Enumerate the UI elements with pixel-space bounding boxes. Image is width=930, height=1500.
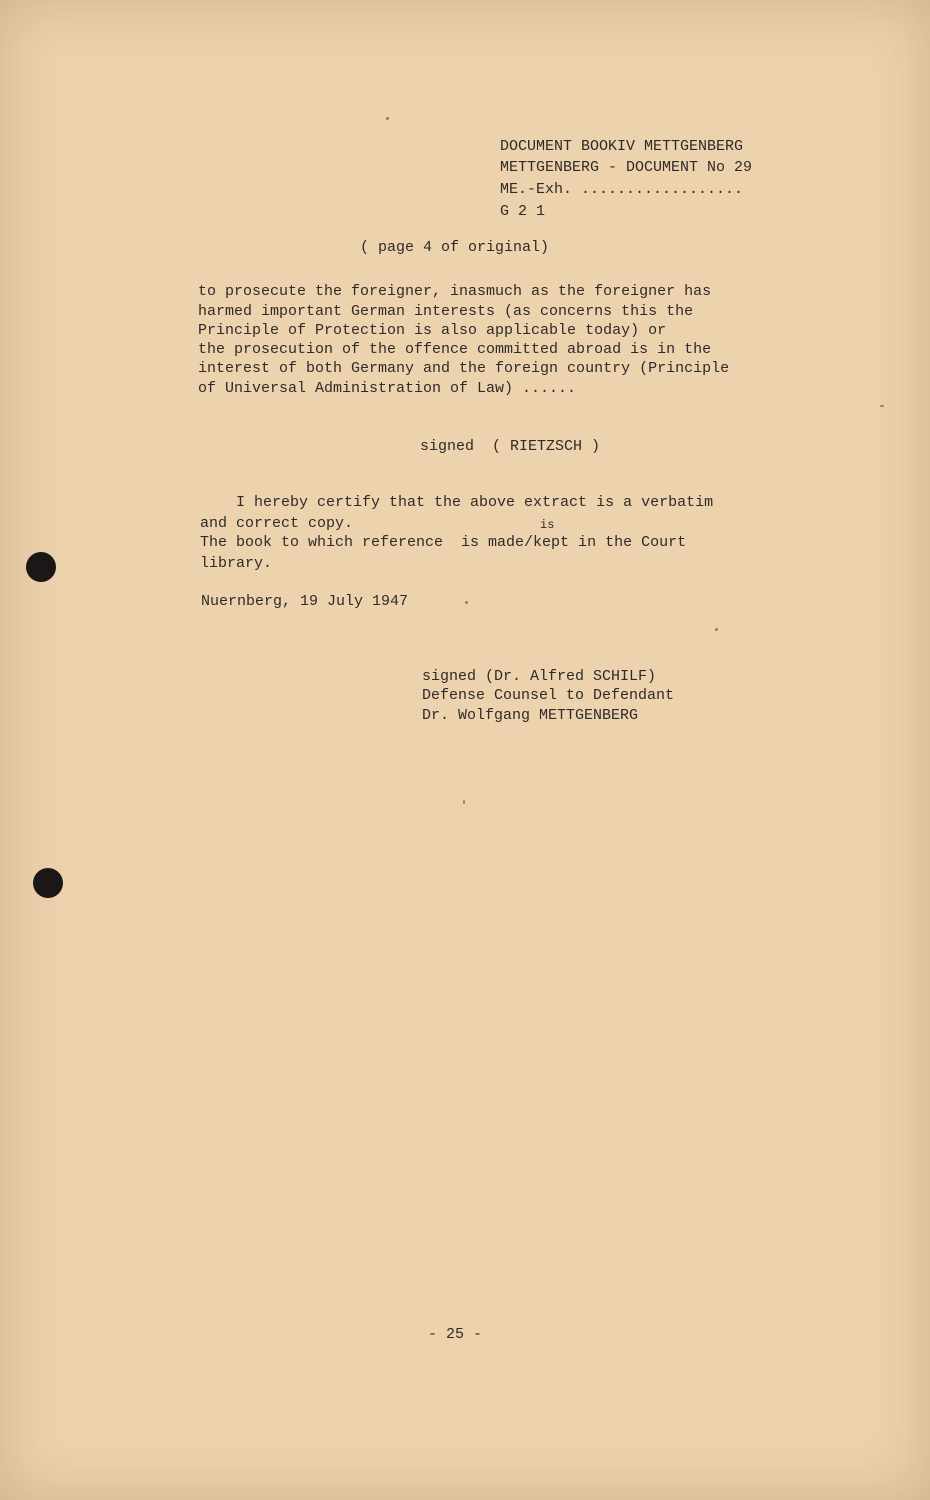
certification-line-4: library.: [200, 555, 273, 572]
signature2-line-2: Defense Counsel to Defendant: [422, 687, 675, 704]
header-line-2: METTGENBERG - DOCUMENT No 29: [500, 159, 753, 176]
paper-speck: [386, 117, 389, 120]
body-line-5: interest of both Germany and the foreign country (Principle: [198, 360, 730, 377]
page-note: ( page 4 of original): [360, 239, 550, 256]
body-line-4: the prosecution of the offence committed abroad is in the: [198, 341, 712, 358]
paper-speck: [880, 405, 884, 407]
place-date: Nuernberg, 19 July 1947: [201, 593, 409, 610]
header-line-1: DOCUMENT BOOKIV METTGENBERG: [500, 138, 744, 155]
header-line-3: ME.-Exh. ..................: [500, 181, 744, 198]
signature-rietzsch: signed ( RIETZSCH ): [420, 438, 601, 455]
certification-line-2: and correct copy.: [200, 515, 354, 532]
body-line-1: to prosecute the foreigner, inasmuch as the foreigner has: [198, 283, 712, 300]
body-line-3: Principle of Protection is also applicable today) or: [198, 322, 667, 339]
signature2-line-3: Dr. Wolfgang METTGENBERG: [422, 707, 639, 724]
paper-speck: [463, 800, 465, 804]
header-line-4: G 2 1: [500, 203, 546, 220]
body-line-2: harmed important German interests (as concerns this the: [198, 303, 694, 320]
paper-speck: [465, 601, 468, 604]
punch-hole-top: [26, 552, 56, 582]
signature2-line-1: signed (Dr. Alfred SCHILF): [422, 668, 657, 685]
punch-hole-bottom: [33, 868, 63, 898]
paper-speck: [715, 628, 718, 631]
page-number: - 25 -: [428, 1326, 483, 1343]
certification-insert: is: [540, 518, 555, 532]
certification-line-1: I hereby certify that the above extract is a verbatim: [200, 494, 714, 511]
certification-line-3: The book to which reference is made/kept in the Court: [200, 534, 687, 551]
body-line-6: of Universal Administration of Law) ......: [198, 380, 577, 397]
